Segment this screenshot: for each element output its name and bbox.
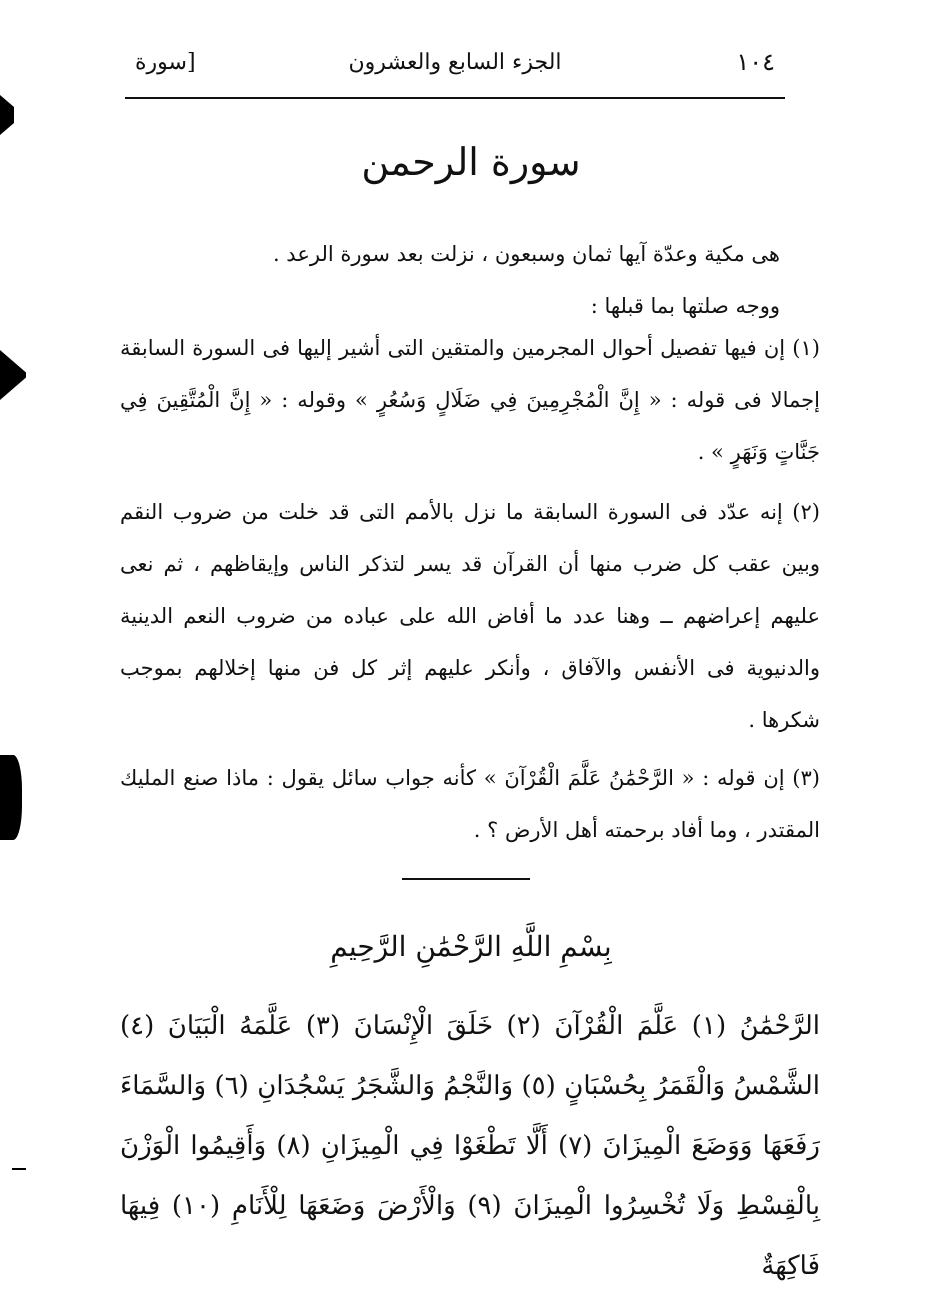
running-surah-label: [سورة (135, 50, 196, 75)
scan-artifact (12, 1168, 26, 1170)
page-number: ١٠٤ (736, 48, 775, 76)
scan-artifact (0, 95, 14, 135)
intro-block (120, 228, 820, 332)
scan-artifact (0, 350, 26, 400)
scan-artifact (0, 755, 22, 840)
relation-point-1: (١) إن فيها تفصيل أحوال المجرمين والمتقين التى أشير إليها فى السورة السابقة إجمالا فى قوله : « إِنَّ الْمُجْرِمِينَ فِي ضَلَالٍ وَسُعُرٍ » وقوله : « إِنَّ الْمُتَّقِينَ فِي جَنَّاتٍ وَنَهَرٍ » . (120, 336, 820, 464)
page-header (125, 44, 785, 94)
basmala: بِسْمِ اللَّهِ الرَّحْمَٰنِ الرَّحِيمِ (330, 930, 612, 963)
surah-title: سورة الرحمن (361, 140, 581, 184)
header-rule (125, 97, 785, 99)
running-juz-label: الجزء السابع والعشرون (348, 50, 562, 75)
section-divider (402, 878, 530, 880)
intro-line: هى مكية وعدّة آيها ثمان وسبعون ، نزلت بعد سورة الرعد . (272, 242, 780, 266)
intro-line: ووجه صلتها بما قبلها : (590, 294, 780, 318)
relation-point-3: (٣) إن قوله : « الرَّحْمَٰنُ عَلَّمَ الْقُرْآنَ » كأنه جواب سائل يقول : ماذا صنع المليك المقتدر ، وما أفاد برحمته أهل الأرض ؟ . (120, 766, 820, 842)
relation-point-2: (٢) إنه عدّد فى السورة السابقة ما نزل بالأمم التى قد خلت من ضروب النقم وبين عقب كل ضرب منها أن القرآن قد يسر لتذكر الناس وإيقاظهم ، ثم نعى عليهم إعراضهم ــ وهنا عدد ما أفاض الله على عباده من ضروب النعم الدينية والدنيوية فى الأنفس والآفاق ، وأنكر عليهم إثر كل فن منها إخلالهم بموجب شكرها . (120, 500, 820, 732)
quran-verses: الرَّحْمَٰنُ (١) عَلَّمَ الْقُرْآنَ (٢) خَلَقَ الْإِنْسَانَ (٣) عَلَّمَهُ الْبَيَانَ (٤) الشَّمْسُ وَالْقَمَرُ بِحُسْبَانٍ (٥) وَالنَّجْمُ وَالشَّجَرُ يَسْجُدَانِ (٦) وَالسَّمَاءَ رَفَعَهَا وَوَضَعَ الْمِيزَانَ (٧) أَلَّا تَطْغَوْا فِي الْمِيزَانِ (٨) وَأَقِيمُوا الْوَزْنَ بِالْقِسْطِ وَلَا تُخْسِرُوا الْمِيزَانَ (٩) وَالْأَرْضَ وَضَعَهَا لِلْأَنَامِ (١٠) فِيهَا فَاكِهَةٌ (120, 1011, 821, 1281)
